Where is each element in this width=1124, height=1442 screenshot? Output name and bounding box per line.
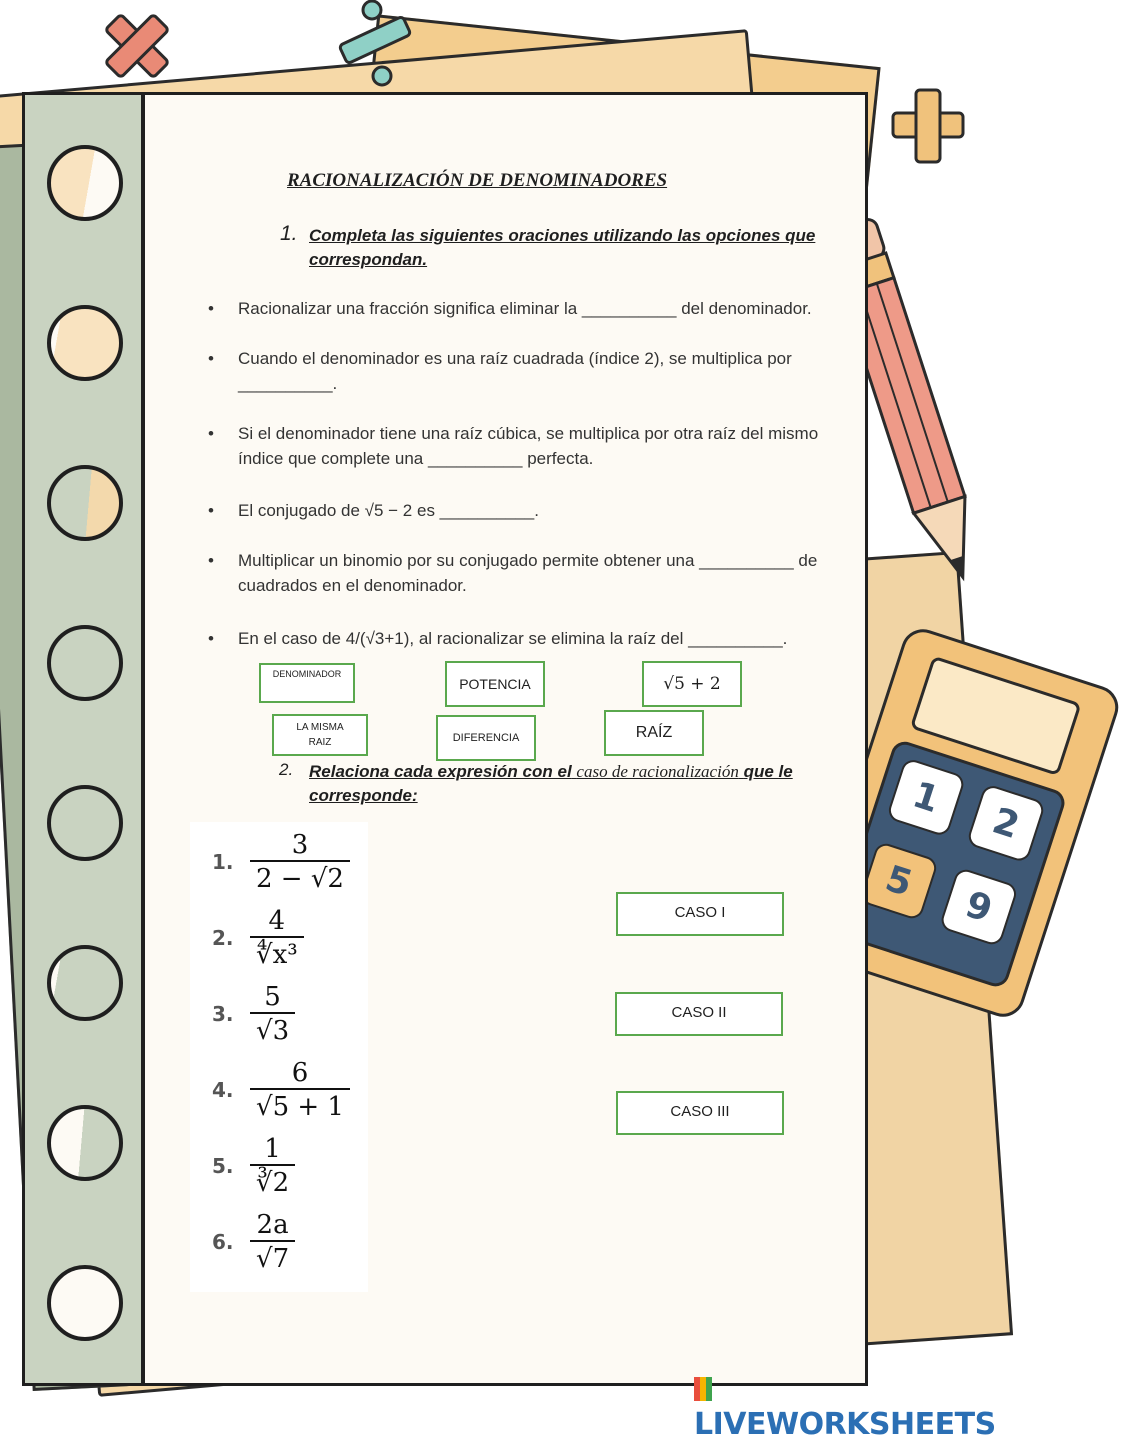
sentence-text: Multiplicar un binomio por su conjugado permite obtener una __________ de cuadrados en el denominador. — [238, 551, 818, 595]
expression-numerator: 2a — [256, 1210, 289, 1240]
divide-icon — [330, 0, 420, 90]
question-number: 2. — [279, 760, 294, 779]
expression-numerator: 4 — [268, 906, 286, 936]
case-box[interactable]: CASO I — [616, 892, 784, 936]
binder-ring — [47, 945, 123, 1021]
question-text — [309, 760, 829, 808]
expression-number: 2. — [212, 926, 234, 950]
expression-number: 1. — [212, 850, 234, 874]
question-text: Completa las siguientes oraciones utilizando las opciones que correspondan. — [309, 226, 816, 269]
expression-denominator: ∛2 — [250, 1164, 295, 1198]
expression-denominator: √7 — [250, 1240, 295, 1274]
expression-numerator: 6 — [291, 1058, 309, 1088]
bullet-marker: • — [208, 629, 214, 648]
bullet-marker: • — [208, 299, 214, 318]
binder-ring — [47, 1105, 123, 1181]
expression-number: 4. — [212, 1078, 234, 1102]
expression-denominator: ∜x³ — [250, 936, 304, 970]
bullet-marker: • — [208, 424, 214, 443]
question-number: 1. — [280, 222, 298, 245]
binder-ring — [47, 1265, 123, 1341]
expression-item[interactable] — [212, 1134, 295, 1198]
calculator-key: 2 — [966, 783, 1047, 864]
binder-ring — [47, 145, 123, 221]
bullet-marker: • — [208, 501, 214, 520]
binder-ring — [47, 305, 123, 381]
expression-denominator: 2 − √2 — [250, 860, 350, 894]
question-text-part: que le corresponde: — [309, 762, 793, 805]
bullet-marker: • — [208, 349, 214, 368]
page-title: RACIONALIZACIÓN DE DENOMINADORES — [287, 170, 668, 191]
sentence-text: Si el denominador tiene una raíz cúbica, se multiplica por otra raíz del mismo índice que complete una __________ perfecta. — [238, 424, 819, 468]
plus-icon — [888, 86, 968, 166]
cross-icon — [92, 6, 182, 86]
question-text-part: Relaciona cada expresión con el — [309, 762, 572, 781]
sentence-text: Cuando el denominador es una raíz cuadrada (índice 2), se multiplica por __________. — [238, 349, 792, 393]
calculator-key: 9 — [938, 867, 1019, 948]
case-box[interactable]: CASO III — [616, 1091, 784, 1135]
option-chip[interactable]: RAÍZ — [604, 710, 704, 756]
sentence-text: Racionalizar una fracción significa eliminar la __________ del denominador. — [238, 299, 812, 318]
question-text-part: caso de racionalización — [576, 762, 739, 781]
brand-logo — [694, 1372, 1000, 1442]
expression-item[interactable] — [212, 830, 350, 894]
expressions-panel — [190, 822, 368, 1292]
sentence-text: El conjugado de √5 − 2 es __________. — [238, 501, 539, 520]
binder-ring — [47, 625, 123, 701]
expression-item[interactable] — [212, 1058, 350, 1122]
bullet-marker: • — [208, 551, 214, 570]
option-chip[interactable]: DENOMINADOR — [259, 663, 355, 703]
notebook-spine — [25, 95, 145, 1383]
expression-numerator: 1 — [264, 1134, 281, 1164]
binder-ring — [47, 785, 123, 861]
option-chip[interactable]: √5 + 2 — [642, 661, 742, 707]
expression-number: 5. — [212, 1154, 234, 1178]
expression-denominator: √3 — [250, 1012, 295, 1046]
option-chip[interactable]: POTENCIA — [445, 661, 545, 707]
brand-icon — [694, 1377, 712, 1401]
option-chip[interactable]: DIFERENCIA — [436, 715, 536, 761]
expression-item[interactable] — [212, 982, 295, 1046]
option-chip[interactable]: LA MISMA RAIZ — [272, 714, 368, 756]
sentence-text: En el caso de 4/(√3+1), al racionalizar se elimina la raíz del __________. — [238, 629, 788, 648]
expression-item[interactable] — [212, 906, 304, 970]
calculator-key: 1 — [886, 757, 967, 838]
expression-numerator: 3 — [291, 830, 309, 860]
calculator-key: 5 — [859, 841, 940, 922]
expression-number: 6. — [212, 1230, 234, 1254]
expression-numerator: 5 — [264, 982, 281, 1012]
expression-number: 3. — [212, 1002, 234, 1026]
case-box[interactable]: CASO II — [615, 992, 783, 1036]
brand-text: LIVEWORKSHEETS — [694, 1407, 996, 1442]
binder-ring — [47, 465, 123, 541]
expression-item[interactable] — [212, 1210, 295, 1274]
expression-denominator: √5 + 1 — [250, 1088, 350, 1122]
pencil-icon — [850, 205, 1000, 605]
